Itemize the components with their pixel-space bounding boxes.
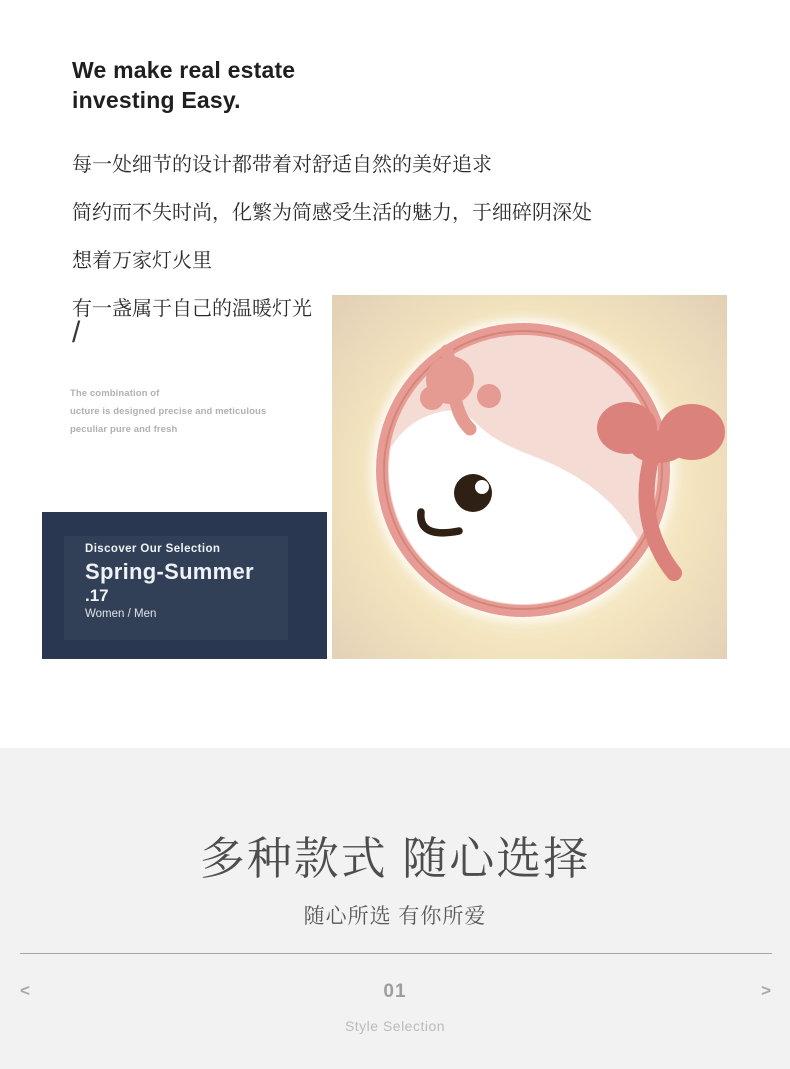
promo-card-text [85,543,254,620]
caption-line: ucture is designed precise and meticulous [70,406,267,417]
whale-lamp-illustration [332,295,727,659]
product-photo-whale-lamp [332,295,727,659]
promo-subtitle: Women / Men [85,608,157,620]
next-arrow[interactable]: > [761,981,771,1000]
page-number: 01 [383,981,407,1002]
hero-heading-line2: investing Easy. [72,87,241,113]
promo-title: Spring-Summer [85,559,254,584]
style-section-heading: 多种款式 随心选择 [199,833,591,884]
promo-number: .17 [85,586,109,605]
paragraph-line: 想着万家灯火里 [72,250,212,272]
paragraph-line: 有一盏属于自己的温暖灯光 [72,298,312,320]
decorative-slash: / [72,316,81,349]
whale-eye [454,474,492,512]
paragraph-line: 每一处细节的设计都带着对舒适自然的美好追求 [72,154,492,176]
promo-eyebrow: Discover Our Selection [85,543,221,555]
caption-line: peculiar pure and fresh [70,424,178,435]
style-selection-section [0,748,790,1069]
style-section-subheading: 随心所选 有你所爱 [303,905,487,928]
hero-heading-line1: We make real estate [72,57,296,83]
hero-caption [70,388,266,442]
divider-line [20,953,772,954]
paragraph-line: 简约而不失时尚，化繁为简感受生活的魅力，于细碎阴深处 [72,202,592,224]
promo-card[interactable] [42,512,327,659]
prev-arrow[interactable]: < [20,981,30,1000]
whale-eye-highlight [475,480,489,494]
pager-caption: Style Selection [344,1018,446,1034]
caption-line: The combination of [70,388,160,399]
hero-heading [72,55,295,115]
